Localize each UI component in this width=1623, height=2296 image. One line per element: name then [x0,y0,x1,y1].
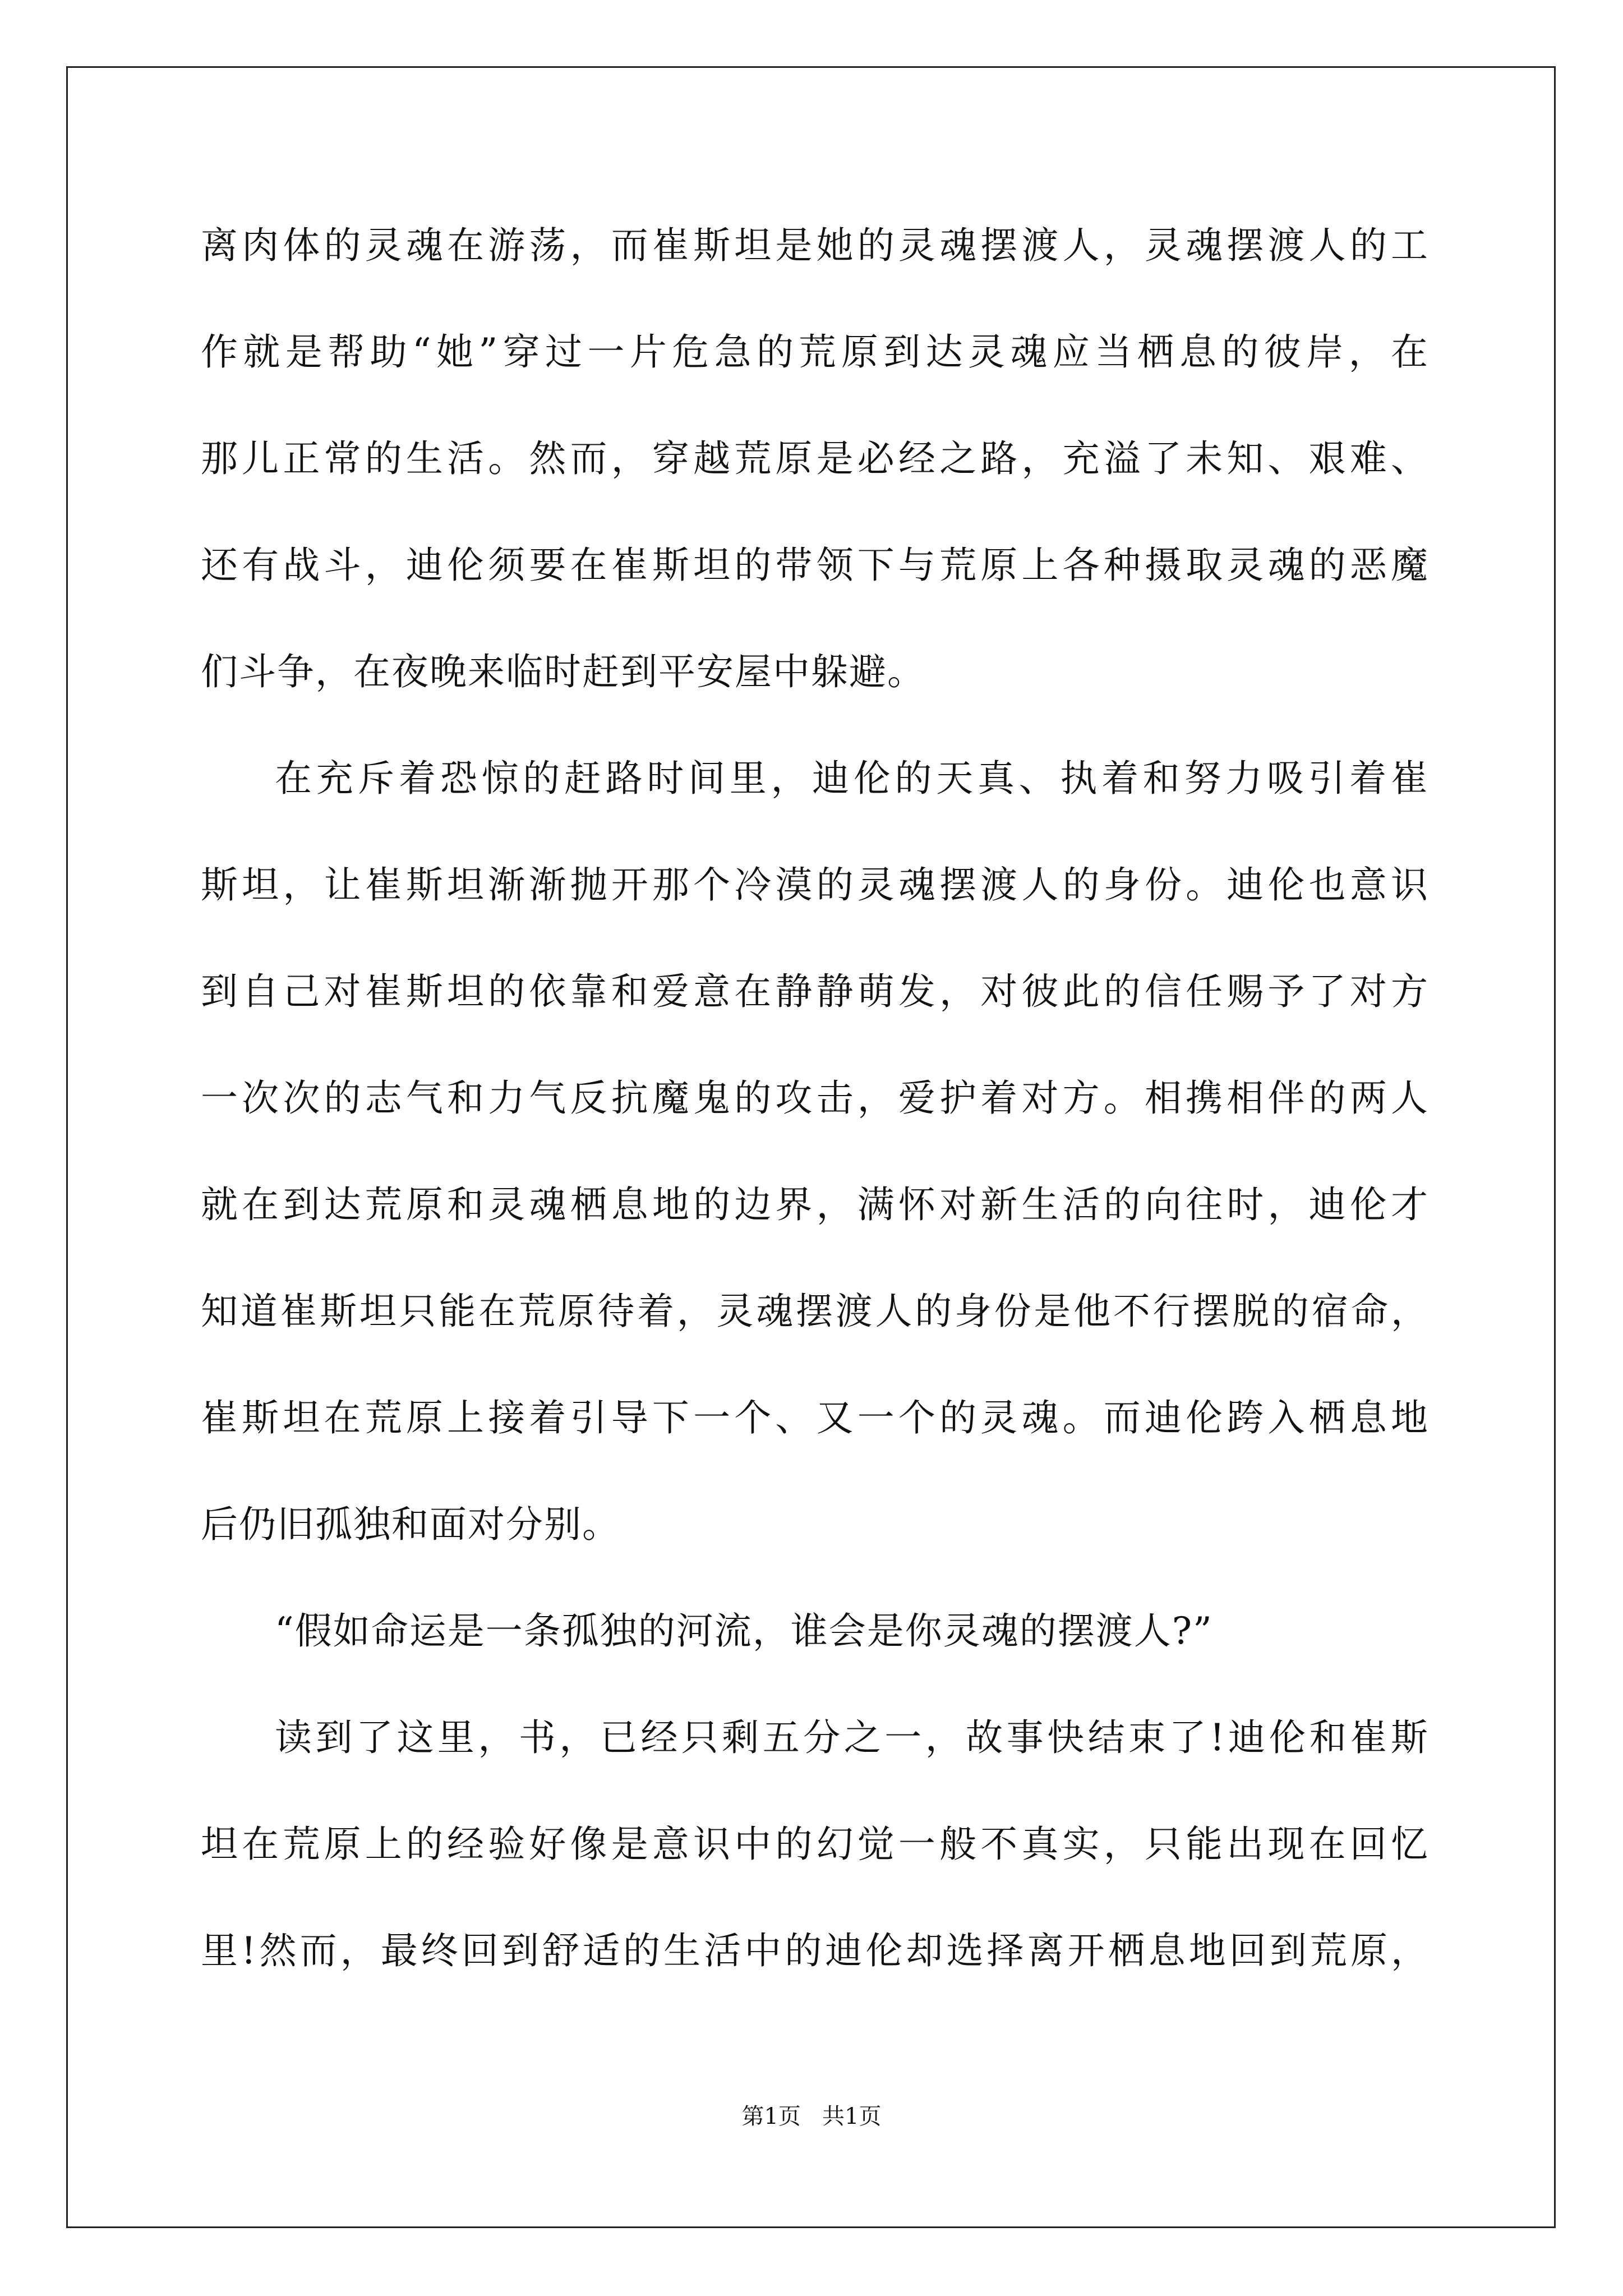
text-line: 后仍旧孤独和面对分别。 [201,1503,620,1546]
text-line: 那儿正常的生活。然而，穿越荒原是必经之路，充溢了未知、艰难、 [201,437,1429,480]
text-line: 崔斯坦在荒原上接着引导下一个、又一个的灵魂。而迪伦跨入栖息地 [201,1396,1429,1439]
text-line: 一次次的志气和力气反抗魔鬼的攻击，爱护着对方。相携相伴的两人 [201,1076,1429,1120]
text-line: 到自己对崔斯坦的依靠和爱意在静静萌发，对彼此的信任赐予了对方 [201,970,1429,1013]
text-line: 离肉体的灵魂在游荡，而崔斯坦是她的灵魂摆渡人，灵魂摆渡人的工 [201,224,1429,267]
text-line: 读到了这里，书，已经只剩五分之一，故事快结束了!迪伦和崔斯 [275,1716,1429,1759]
text-line: 们斗争，在夜晚来临时赶到平安屋中躲避。 [201,650,925,693]
page-border [66,66,1556,2228]
text-line: 知道崔斯坦只能在荒原待着，灵魂摆渡人的身份是他不行摆脱的宿命， [201,1290,1429,1333]
text-line: “假如命运是一条孤独的河流，谁会是你灵魂的摆渡人?” [275,1609,1213,1653]
text-line: 坦在荒原上的经验好像是意识中的幻觉一般不真实，只能出现在回忆 [201,1823,1429,1866]
text-line: 就在到达荒原和灵魂栖息地的边界，满怀对新生活的向往时，迪伦才 [201,1183,1429,1226]
text-line: 斯坦，让崔斯坦渐渐抛开那个冷漠的灵魂摆渡人的身份。迪伦也意识 [201,863,1429,907]
text-line: 在充斥着恐惊的赶路时间里，迪伦的天真、执着和努力吸引着崔 [275,757,1429,800]
text-line: 还有战斗，迪伦须要在崔斯坦的带领下与荒原上各种摄取灵魂的恶魔 [201,544,1429,587]
text-line: 里!然而，最终回到舒适的生活中的迪伦却选择离开栖息地回到荒原， [201,1929,1429,1972]
text-line: 作就是帮助“她”穿过一片危急的荒原到达灵魂应当栖息的彼岸，在 [201,330,1429,374]
page-footer: 第1页 共1页 [741,2104,882,2129]
